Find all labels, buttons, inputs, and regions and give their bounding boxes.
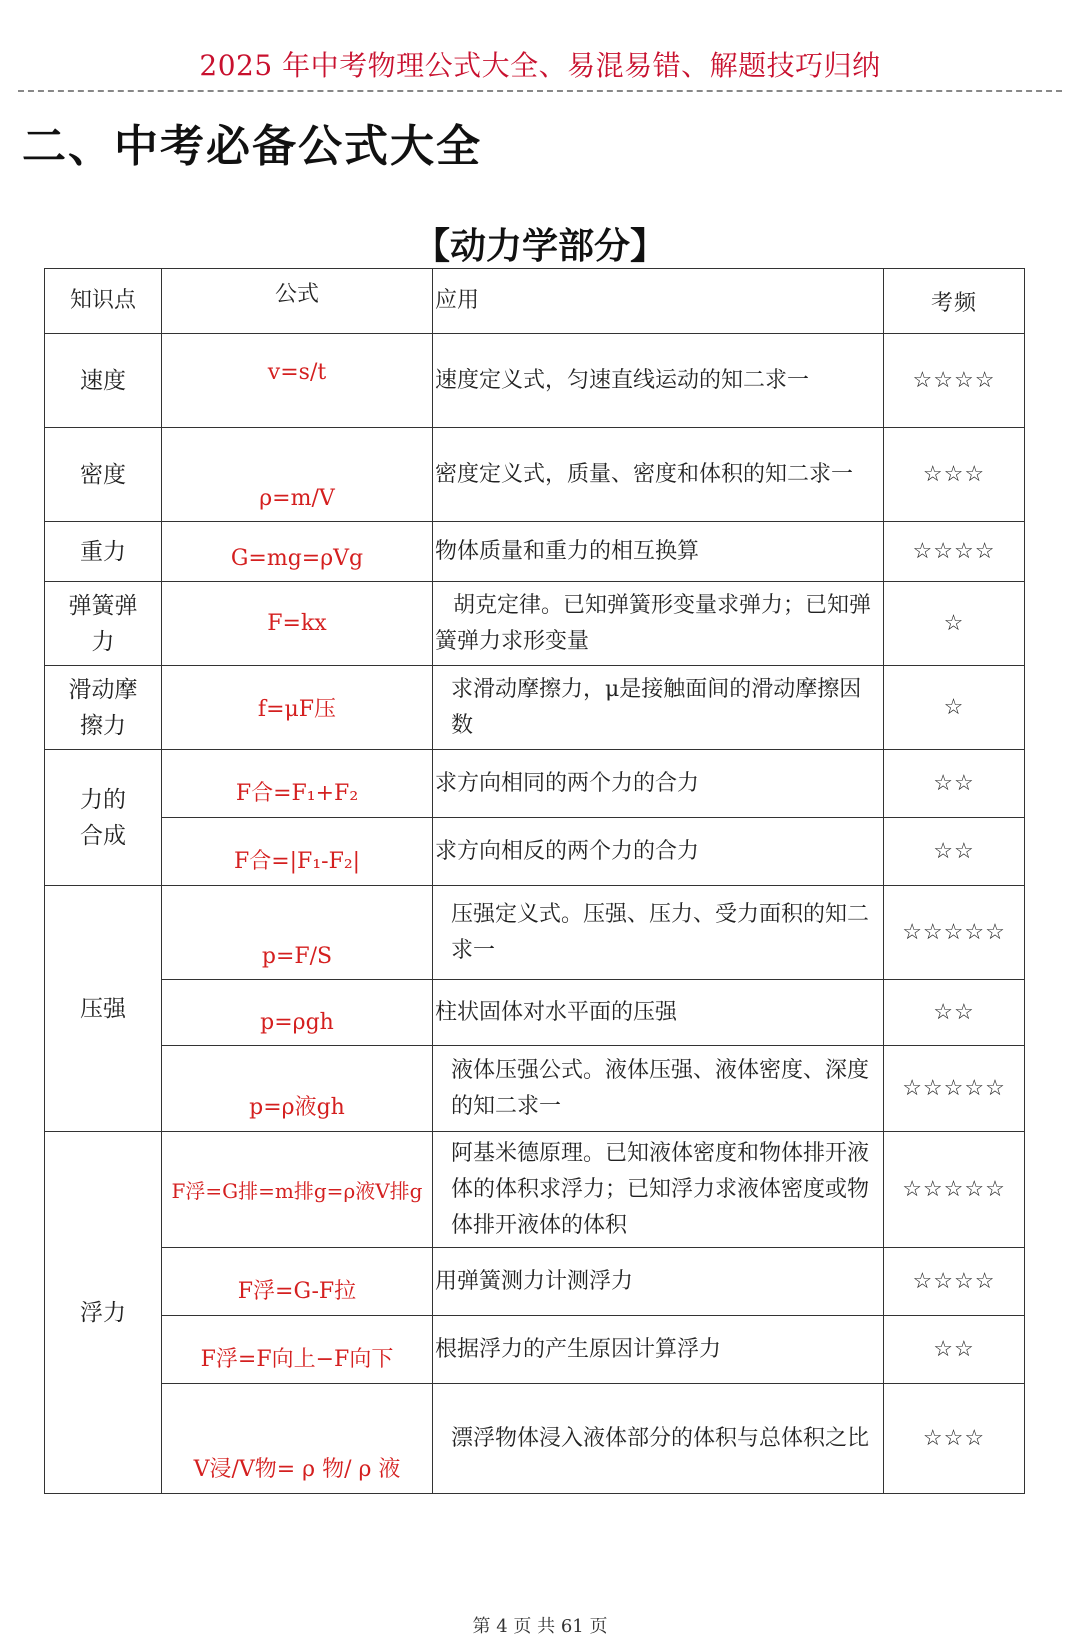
frequency-stars: ☆☆☆	[884, 428, 1025, 522]
application-cell: 求方向相同的两个力的合力	[433, 750, 884, 818]
topic-cell: 滑动摩擦力	[45, 666, 162, 750]
frequency-stars: ☆☆☆☆☆	[884, 1132, 1025, 1248]
frequency-stars: ☆	[884, 582, 1025, 666]
formula-cell: F合=|F₁-F₂|	[162, 818, 433, 886]
frequency-stars: ☆☆☆☆	[884, 522, 1025, 582]
frequency-stars: ☆☆☆☆	[884, 334, 1025, 428]
formula-cell: F浮=G-F拉	[162, 1248, 433, 1316]
frequency-stars: ☆☆	[884, 1316, 1025, 1384]
application-cell: 速度定义式，匀速直线运动的知二求一	[433, 334, 884, 428]
table-row	[45, 666, 1025, 750]
formula-cell: V浸/V物= ρ 物/ ρ 液	[162, 1384, 433, 1494]
frequency-stars: ☆☆☆☆☆	[884, 886, 1025, 980]
formula-cell: ρ=m/V	[162, 428, 433, 522]
application-cell: 求方向相反的两个力的合力	[433, 818, 884, 886]
formula-cell: F=kx	[162, 582, 433, 666]
topic-cell: 密度	[45, 428, 162, 522]
topic-cell: 速度	[45, 334, 162, 428]
document-header: 2025 年中考物理公式大全、易混易错、解题技巧归纳	[199, 49, 881, 82]
formula-cell: F浮=G排=m排g=ρ液V排g	[162, 1132, 433, 1248]
application-cell: 阿基米德原理。已知液体密度和物体排开液体的体积求浮力；已知浮力求液体密度或物体排开液体的体积	[433, 1132, 884, 1248]
frequency-stars: ☆☆	[884, 750, 1025, 818]
header-topic: 知识点	[45, 269, 162, 334]
table-row	[45, 428, 1025, 522]
page-footer: 第 4 页 共 61 页	[472, 1616, 608, 1637]
header-divider	[18, 90, 1062, 92]
application-cell: 柱状固体对水平面的压强	[433, 980, 884, 1046]
frequency-stars: ☆☆	[884, 980, 1025, 1046]
table-row	[45, 1046, 1025, 1132]
application-cell: 用弹簧测力计测浮力	[433, 1248, 884, 1316]
table-row	[45, 818, 1025, 886]
table-row	[45, 750, 1025, 818]
frequency-stars: ☆☆☆☆☆	[884, 1046, 1025, 1132]
table-row	[45, 1384, 1025, 1494]
application-cell: 求滑动摩擦力，μ是接触面间的滑动摩擦因数	[433, 666, 884, 750]
formula-cell: p=ρgh	[162, 980, 433, 1046]
application-cell: 液体压强公式。液体压强、液体密度、深度的知二求一	[433, 1046, 884, 1132]
application-cell: 根据浮力的产生原因计算浮力	[433, 1316, 884, 1384]
topic-cell: 弹簧弹力	[45, 582, 162, 666]
table-row	[45, 1248, 1025, 1316]
header-formula: 公式	[162, 269, 433, 334]
frequency-stars: ☆☆☆	[884, 1384, 1025, 1494]
formula-cell: p=ρ液gh	[162, 1046, 433, 1132]
topic-cell: 力的合成	[45, 750, 162, 886]
application-cell: 压强定义式。压强、压力、受力面积的知二求一	[433, 886, 884, 980]
application-cell: 物体质量和重力的相互换算	[433, 522, 884, 582]
application-cell	[433, 582, 884, 666]
header-application: 应用	[433, 269, 884, 334]
frequency-stars: ☆☆	[884, 818, 1025, 886]
formula-table	[44, 268, 1025, 1494]
frequency-stars: ☆☆☆☆	[884, 1248, 1025, 1316]
formula-cell: G=mg=ρVg	[162, 522, 433, 582]
table-row	[45, 1316, 1025, 1384]
application-cell: 漂浮物体浸入液体部分的体积与总体积之比	[433, 1384, 884, 1494]
table-row	[45, 522, 1025, 582]
header-frequency: 考频	[884, 269, 1025, 334]
section-title: 二、中考必备公式大全	[22, 121, 482, 172]
table-row	[45, 886, 1025, 980]
formula-cell: v=s/t	[162, 334, 433, 428]
table-header-row	[45, 269, 1025, 334]
table-row	[45, 980, 1025, 1046]
frequency-stars: ☆	[884, 666, 1025, 750]
formula-cell: F合=F₁+F₂	[162, 750, 433, 818]
application-cell: 密度定义式，质量、密度和体积的知二求一	[433, 428, 884, 522]
application-text: 胡克定律。已知弹簧形变量求弹力；已知弹簧弹力求形变量	[435, 592, 872, 654]
formula-cell: F浮=F向上−F向下	[162, 1316, 433, 1384]
topic-cell: 重力	[45, 522, 162, 582]
sub-title: 【动力学部分】	[413, 226, 666, 267]
formula-cell: f=μF压	[162, 666, 433, 750]
table-row	[45, 334, 1025, 428]
table-row	[45, 582, 1025, 666]
table-row	[45, 1132, 1025, 1248]
topic-cell: 压强	[45, 886, 162, 1132]
formula-cell: p=F/S	[162, 886, 433, 980]
topic-cell: 浮力	[45, 1132, 162, 1494]
